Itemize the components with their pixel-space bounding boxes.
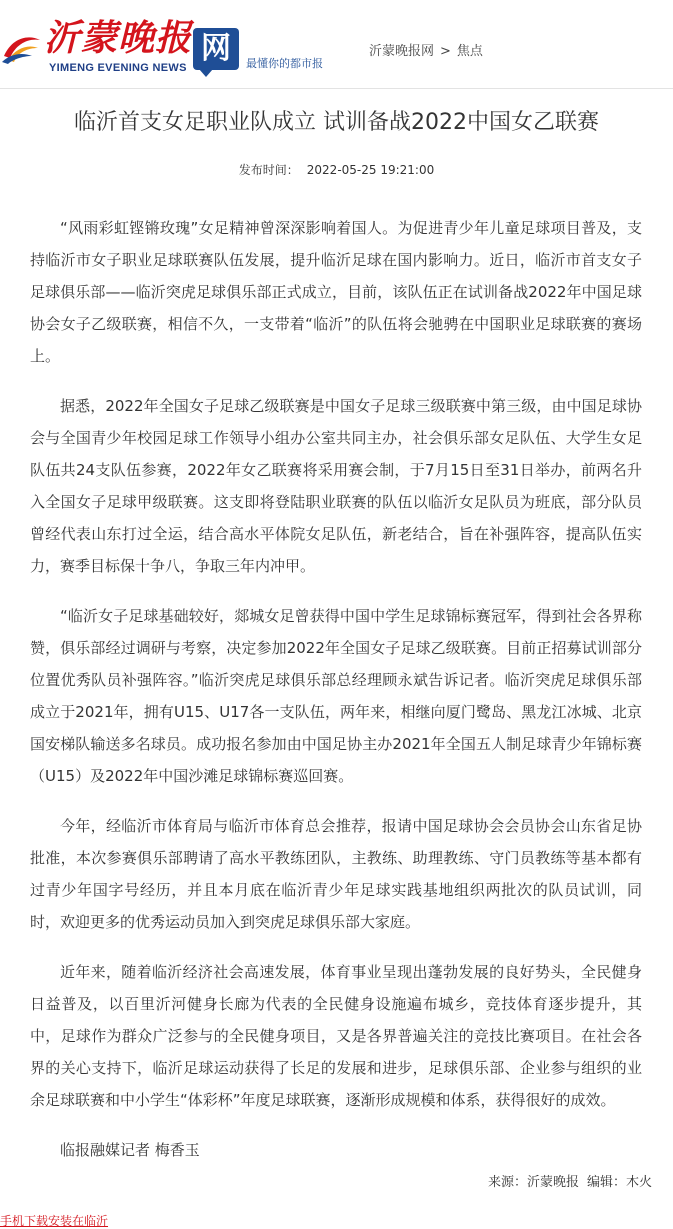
article-title: 临沂首支女足职业队成立 试训备战2022中国女乙联赛 <box>74 110 599 135</box>
article-paragraph: “临沂女子足球基础较好，郯城女足曾获得中国中学生足球锦标赛冠军，得到社会各界称赞，俱乐部经过调研与考察，决定参加2022年全国女子足球乙级联赛。目前正招募试训部分位置优秀队员补强阵容。”临沂突虎足球俱乐部总经理顾永斌告诉记者。临沂突虎足球俱乐部成立于2021年，拥有U15、U17各一支队伍，两年来，相继向厦门鹭岛、黑龙江冰城、北京国安梯队输送多名球员。成功报名参加由中国足协主办2021年全国五人制足球青少年锦标赛（U15）及2022年中国沙滩足球锦标赛巡回赛。 <box>30 607 642 785</box>
breadcrumb-home-link[interactable]: 沂蒙晚报网 <box>369 44 435 59</box>
article-paragraph: 据悉，2022年全国女子足球乙级联赛是中国女子足球三级联赛中第三级，由中国足球协会与全国青少年校园足球工作领导小组办公室共同主办，社会俱乐部女足队伍、大学生女足队伍共24支队伍参赛，2022年女乙联赛将采用赛会制，于7月15日至31日举办，前两名升入全国女子足球甲级联赛。这支即将登陆职业联赛的队伍以临沂女足队员为班底，部分队员曾经代表山东打过全运，结合高水平体院女足队伍，新老结合，旨在补强阵容，提高队伍实力，赛季目标保十争八，争取三年内冲甲。 <box>30 397 642 575</box>
site-logo-english: YIMENG EVENING NEWS <box>49 62 187 74</box>
article-paragraph: 今年，经临沂市体育局与临沂市体育总会推荐，报请中国足球协会会员协会山东省足协批准，本次参赛俱乐部聘请了高水平教练团队，主教练、助理教练、守门员教练等基本都有过青少年国字号经历，并且本月底在临沂青少年足球实践基地组织两批次的队员试训，同时，欢迎更多的优秀运动员加入到突虎足球俱乐部大家庭。 <box>30 817 642 931</box>
editor-value: 木火 <box>625 1175 652 1190</box>
article-reporter: 临报融媒记者 梅香玉 <box>60 1141 200 1159</box>
site-slogan: 最懂你的都市报 <box>246 57 323 70</box>
article-paragraph: “风雨彩虹铿锵玫瑰”女足精神曾深深影响着国人。为促进青少年儿童足球项目普及，支持临沂市女子职业足球联赛队伍发展，提升临沂足球在国内影响力。近日，临沂市首支女子足球俱乐部——临沂突虎足球俱乐部正式成立，目前，该队伍正在试训备战2022年中国足球协会女子乙级联赛，相信不久，一支带着“临沂”的队伍将会驰骋在中国职业足球联赛的赛场上。 <box>30 219 642 365</box>
article-body <box>30 212 642 1184</box>
article-paragraph: 近年来，随着临沂经济社会高速发展，体育事业呈现出蓬勃发展的良好势头，全民健身日益普及，以百里沂河健身长廊为代表的全民健身设施遍布城乡，竞技体育逐步提升，其中，足球作为群众广泛参与的全民健身项目，又是各界普遍关注的竞技比赛项目。在社会各界的关心支持下，临沂足球运动获得了长足的发展和进步，足球俱乐部、企业参与组织的业余足球联赛和中小学生“体彩杯”年度足球联赛，逐渐形成规模和体系，获得很好的成效。 <box>30 963 642 1109</box>
site-header <box>0 0 673 89</box>
site-logo-net-badge[interactable]: 网 <box>193 28 239 70</box>
publish-info <box>0 160 673 180</box>
app-download-link[interactable]: 手机下载安装在临沂 <box>0 1214 109 1228</box>
breadcrumb-separator: > <box>440 44 451 59</box>
publish-label: 发布时间： <box>238 163 299 177</box>
breadcrumb-section-link[interactable]: 焦点 <box>456 44 483 59</box>
logo-swoosh-icon <box>2 30 42 64</box>
publish-time: 2022-05-25 19:21:00 <box>306 163 435 177</box>
site-logo-text[interactable]: 沂蒙晚报 <box>44 17 193 59</box>
source-value: 沂蒙晚报 <box>526 1175 579 1190</box>
source-label: 来源： <box>487 1175 527 1190</box>
editor-label: 编辑： <box>586 1175 626 1190</box>
breadcrumb <box>369 40 483 59</box>
article-source-editor <box>488 1171 652 1190</box>
